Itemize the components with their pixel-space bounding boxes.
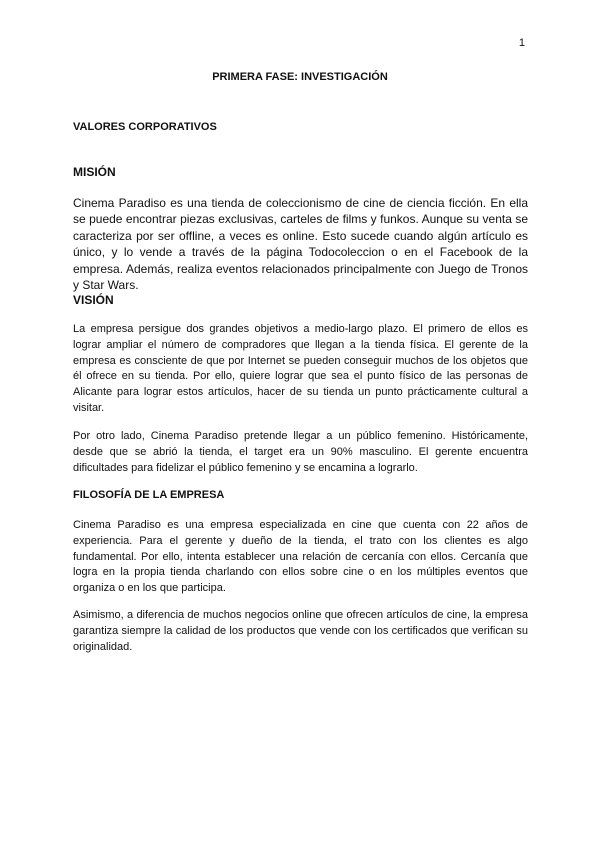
heading-vision: VISIÓN — [73, 293, 114, 307]
heading-filosofia: FILOSOFÍA DE LA EMPRESA — [73, 489, 225, 501]
page-number: 1 — [518, 37, 525, 49]
heading-mision: MISIÓN — [73, 165, 116, 179]
heading-valores-corporativos: VALORES CORPORATIVOS — [73, 121, 217, 133]
paragraph-filosofia-2: Asimismo, a diferencia de muchos negocios online que ofrecen artículos de cine, la empresa garantiza siempre la calidad de los productos que vende con los certificados que verifican su originalidad. — [73, 609, 528, 653]
document-title: PRIMERA FASE: INVESTIGACIÓN — [212, 71, 388, 83]
paragraph-mision: Cinema Paradiso es una tienda de coleccionismo de cine de ciencia ficción. En ella se puede encontrar piezas exclusivas, carteles de films y funkos. Aunque su venta se caracteriza por ser offline, a veces es online. Esto sucede cuando algún artículo es único, y lo vende a través de la página Todocoleccion o en el Facebook de la empresa. Además, realiza eventos relacionados principalmente con Juego de Tronos y Star Wars. — [73, 196, 528, 293]
paragraph-vision-2: Por otro lado, Cinema Paradiso pretende llegar a un público femenino. Históricamente, desde que se abrió la tienda, el target era un 90% masculino. El gerente encuentra dificultades para fidelizar el público femenino y se encamina a lograrlo. — [73, 430, 528, 474]
paragraph-vision-1: La empresa persigue dos grandes objetivos a medio-largo plazo. El primero de ellos es lograr ampliar el número de compradores que llegan a la tienda física. El gerente de la empresa es consciente de que por Internet se pueden conseguir muchos de los objetos que él ofrece en su tienda. Por ello, quiere lograr que sea el punto físico de las personas de Alicante para lograr estos artículos, hacer de su tienda un punto prácticamente cultural a visitar. — [73, 323, 528, 414]
paragraph-filosofia-1: Cinema Paradiso es una empresa especializada en cine que cuenta con 22 años de experiencia. Para el gerente y dueño de la tienda, el trato con los clientes es algo fundamental. Por ello, intenta establecer una relación de cercanía con ellos. Cercanía que logra en la propia tienda charlando con ellos sobre cine o en los múltiples eventos que organiza o en los que participa. — [73, 519, 528, 595]
